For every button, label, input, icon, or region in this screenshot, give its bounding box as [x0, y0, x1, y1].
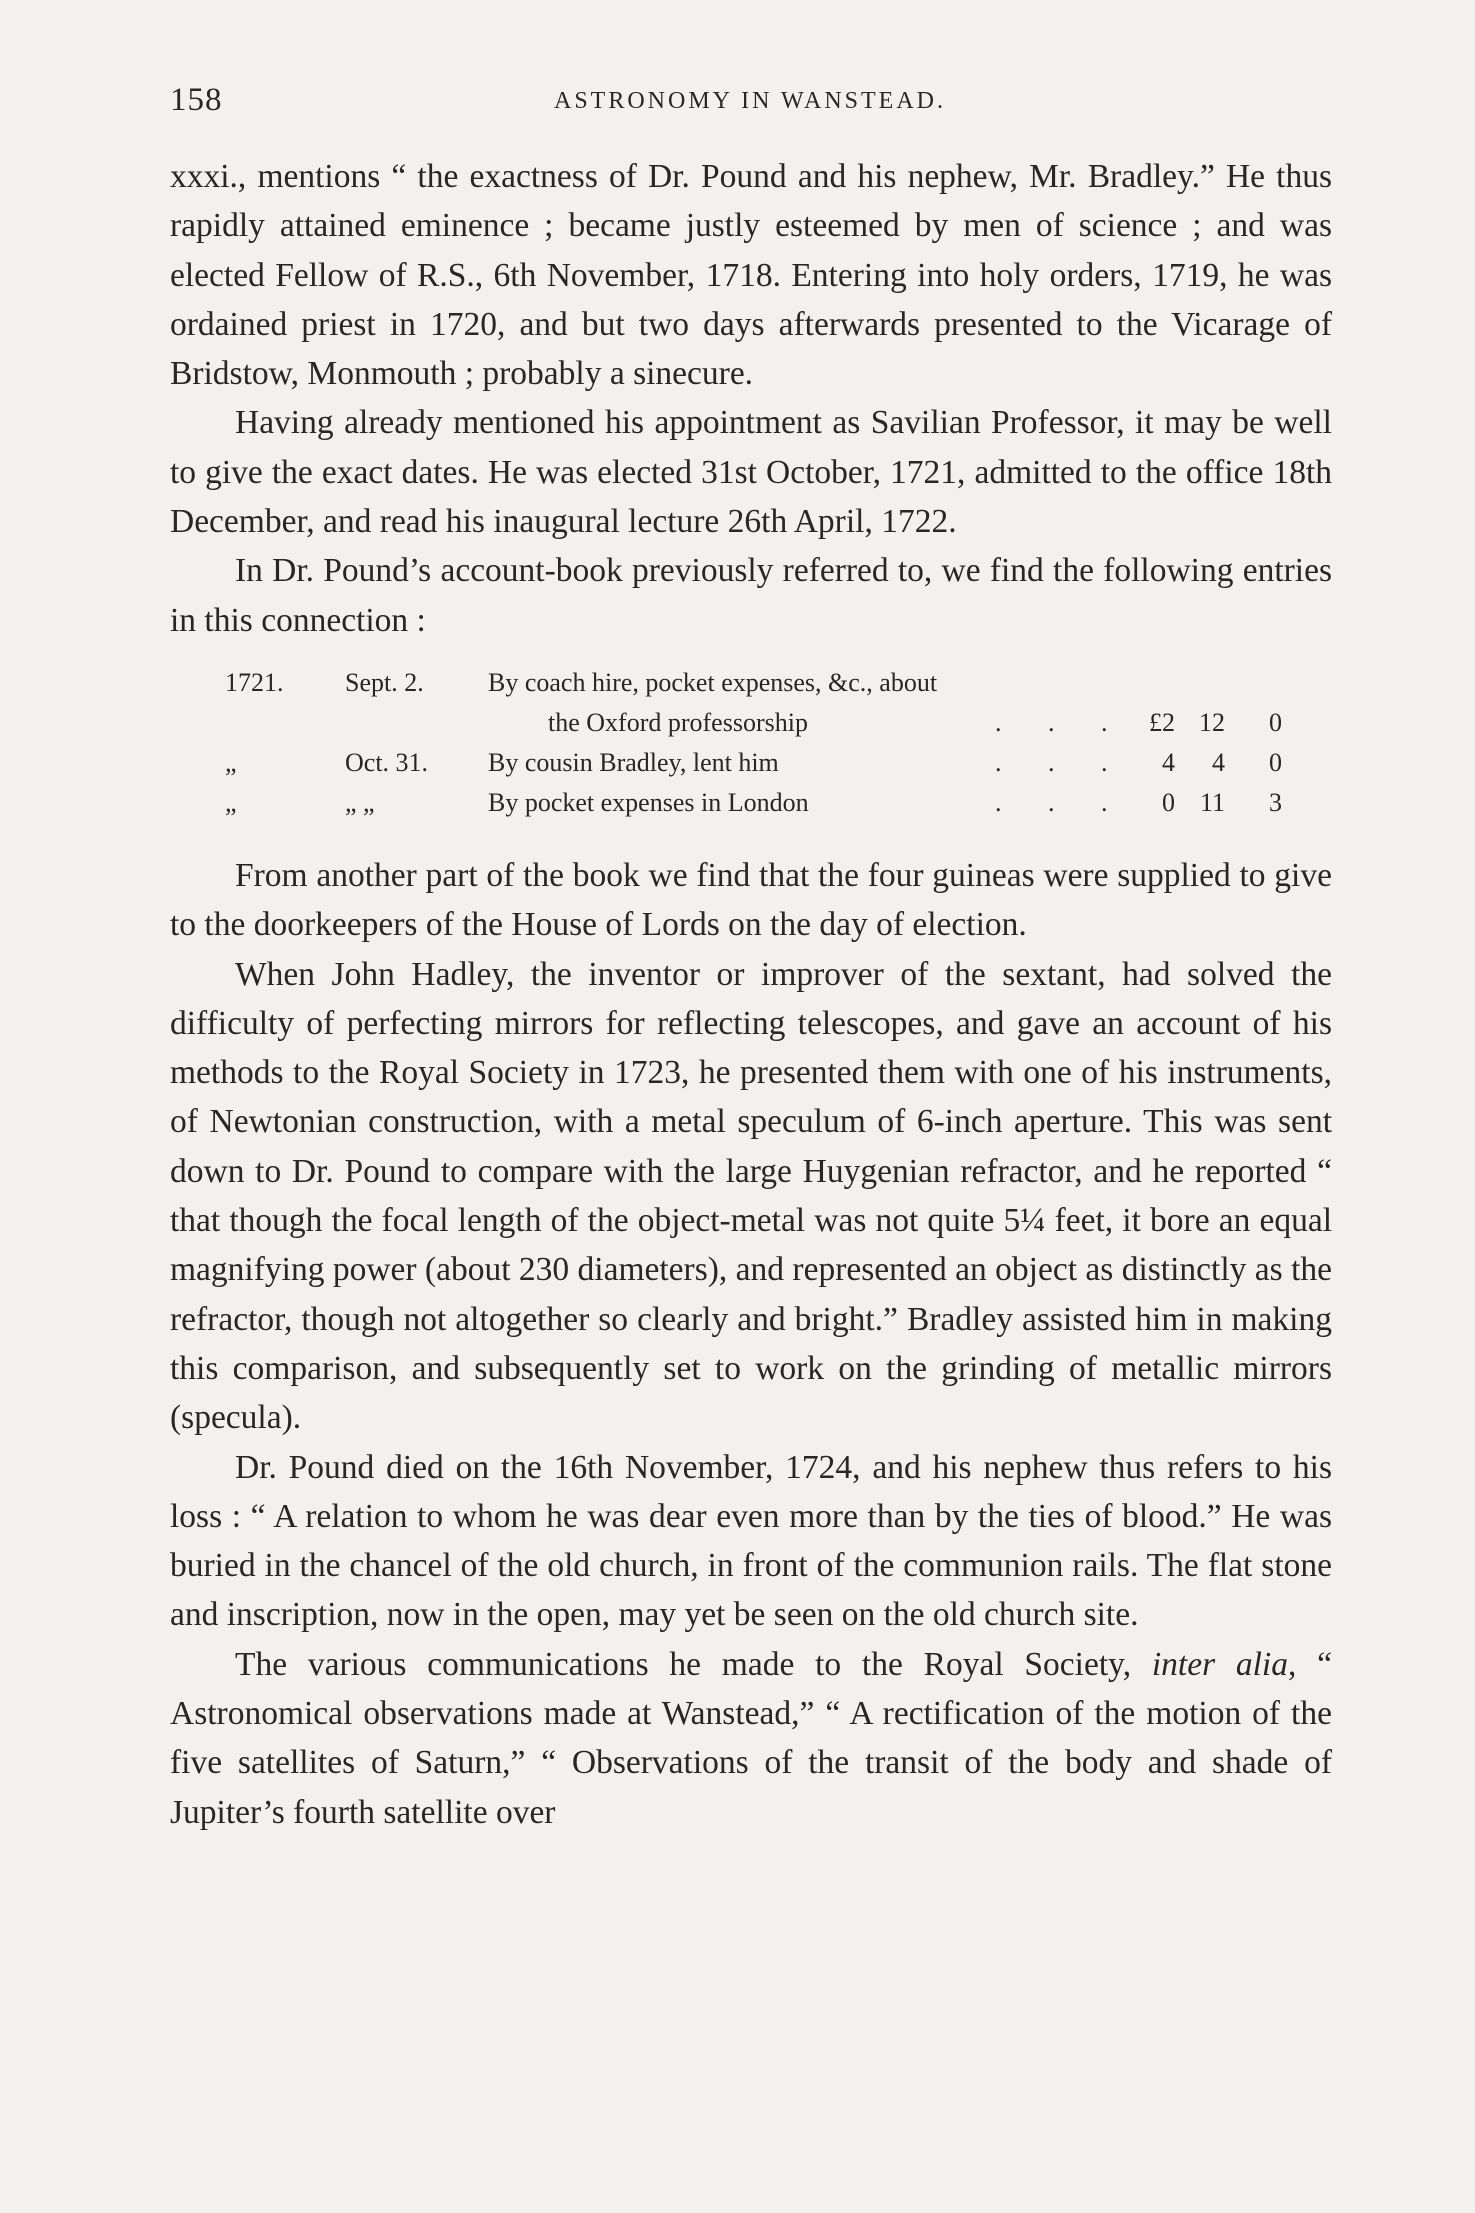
- running-head: [170, 82, 1330, 122]
- entry-date: Sept. 2.: [345, 667, 424, 697]
- entry-description: By pocket expenses in London: [488, 787, 809, 817]
- entry-pence: 0: [1269, 707, 1282, 737]
- running-title: ASTRONOMY IN WANSTEAD.: [553, 88, 946, 114]
- entry-description: By cousin Bradley, lent him: [488, 747, 779, 777]
- entry-description-continued: the Oxford professorship: [548, 707, 808, 737]
- paragraph-continuation: xxxi., mentions “ the exactness of Dr. Pound and his nephew, Mr. Bradley.” He thus rapidly attained eminence ; became justly esteemed by men of science ; and was elected Fellow of R.S., 6th November, 1718. Entering into holy orders, 1719, he was ordained priest in 1720, and but two days afterwards presented to the Vicarage of Bridstow, Monmouth ; probably a sinecure.: [170, 158, 1332, 393]
- entry-pence: 0: [1269, 747, 1282, 777]
- leader-dots: . . .: [995, 747, 1128, 777]
- account-entry: [170, 743, 1332, 783]
- leader-dots: . . .: [995, 787, 1128, 817]
- account-entry: [170, 663, 1332, 703]
- entry-date: Oct. 31.: [345, 747, 429, 777]
- entry-description: By coach hire, pocket expenses, &c., about: [488, 667, 938, 697]
- leader-dots: . . .: [995, 707, 1128, 737]
- entry-pence: 3: [1269, 787, 1282, 817]
- paragraph-account-book-intro: In Dr. Pound’s account-book previously referred to, we find the following entries in this connection :: [170, 552, 1332, 639]
- entry-shillings: 4: [1212, 747, 1225, 777]
- entry-year: 1721.: [225, 667, 284, 697]
- paragraph-communications-start: The various communications he made to the Royal Society,: [235, 1645, 1132, 1683]
- account-entries: [170, 663, 1332, 823]
- entry-pounds: £2: [1149, 707, 1175, 737]
- italic-inter-alia: inter alia: [1151, 1645, 1288, 1683]
- entry-shillings: 12: [1199, 707, 1225, 737]
- paragraph-pound-death: Dr. Pound died on the 16th November, 1724, and his nephew thus refers to his loss : “ A relation to whom he was dear even more than by the ties of blood.” He was buried in the chancel of the old church, in front of the communion rails. The flat stone and inscription, now in the open, may yet be seen on the old church site.: [170, 1448, 1332, 1634]
- entry-shillings: 11: [1199, 787, 1225, 817]
- paragraph-communications-end: , “ Astronomical observations made at Wanstead,” “ A rectification of the motion of the five satellites of Saturn,” “ Observations of the transit of the body and shade of Jupiter’s fourth satellite over: [170, 1645, 1333, 1831]
- account-entry-continuation: [170, 703, 1332, 743]
- account-entry: [170, 783, 1332, 823]
- entry-year: „: [225, 787, 237, 817]
- paragraph-savilian-professor: Having already mentioned his appointment as Savilian Professor, it may be well to give the exact dates. He was elected 31st October, 1721, admitted to the office 18th December, and read his inaugural lecture 26th April, 1722.: [170, 404, 1332, 541]
- paragraph-communications: [170, 1640, 1332, 1837]
- entry-date: „ „: [345, 787, 375, 817]
- page-number: 158: [170, 82, 223, 118]
- body-text: [170, 152, 1332, 1837]
- paragraph-four-guineas: From another part of the book we find that the four guineas were supplied to give to the doorkeepers of the House of Lords on the day of election.: [170, 856, 1332, 944]
- entry-year: „: [225, 747, 237, 777]
- entry-pounds: 4: [1162, 747, 1175, 777]
- paragraph-hadley-telescope: When John Hadley, the inventor or improver of the sextant, had solved the difficulty of perfecting mirrors for reflecting telescopes, and gave an account of his methods to the Royal Society in 1723, he presented them with one of his instruments, of Newtonian construction, with a metal speculum of 6-inch aperture. This was sent down to Dr. Pound to compare with the large Huygenian refractor, and he reported “ that though the focal length of the object-metal was not quite 5¼ feet, it bore an equal magnifying power (about 230 diameters), and represented an object as distinctly as the refractor, though not altogether so clearly and bright.” Bradley assisted him in making this comparison, and subsequently set to work on the grinding of metallic mirrors (specula).: [170, 955, 1332, 1437]
- entry-pounds: 0: [1162, 787, 1175, 817]
